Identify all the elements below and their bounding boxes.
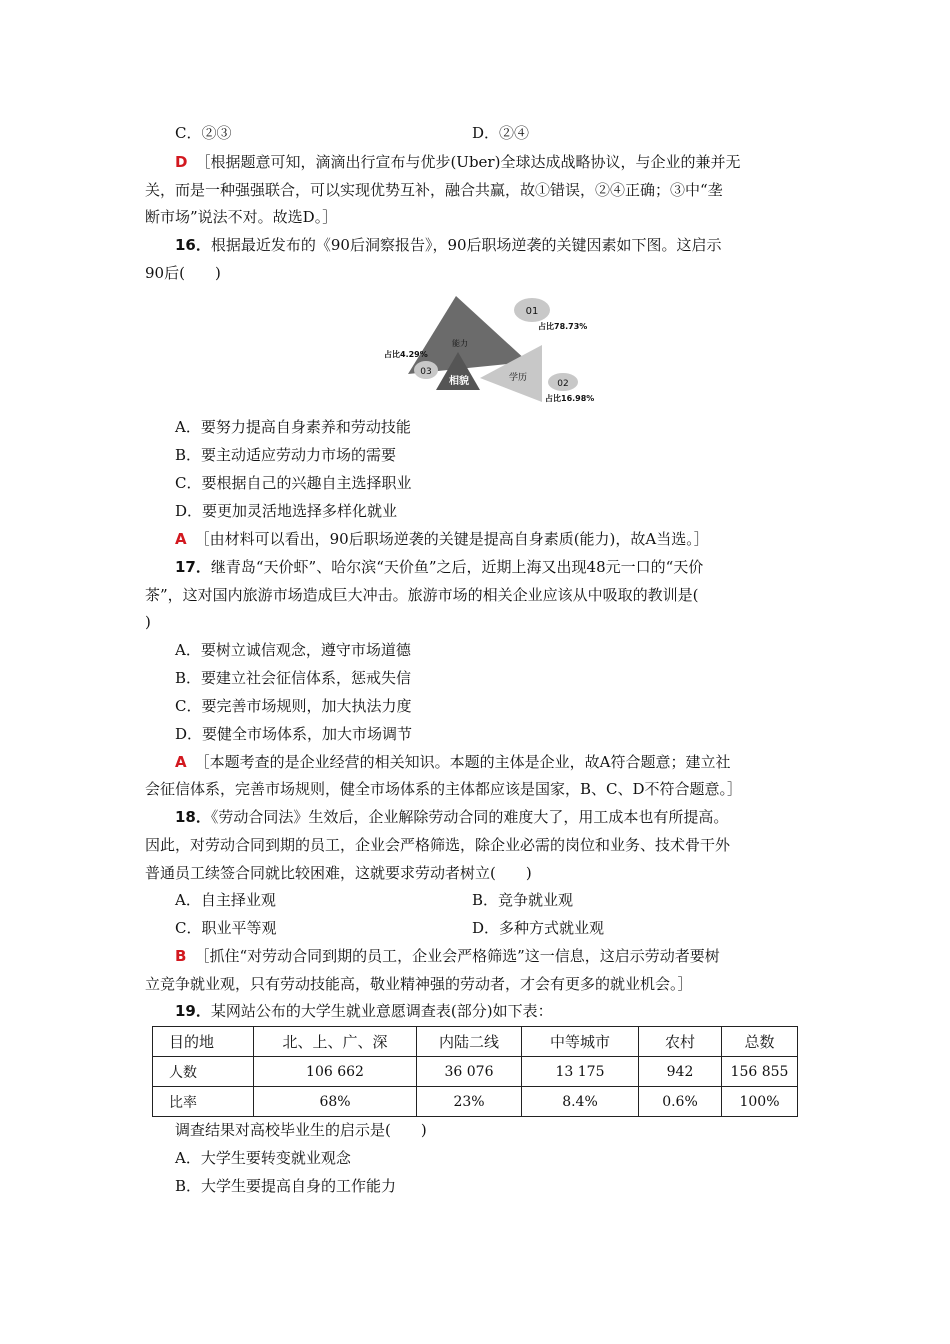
label-ability: 能力 [452,339,468,348]
question-number: 16． [175,236,211,254]
option-b: B．要建立社会征信体系，惩戒失信 [175,669,412,687]
table-cell: 中等城市 [522,1027,639,1057]
table-cell: 总数 [722,1027,798,1057]
table-row [153,1057,798,1087]
question-17-stem-line: 茶”，这对国内旅游市场造成巨大冲击。旅游市场的相关企业应该从中吸取的教训是( [145,586,699,604]
answer-line: 会征信体系，完善市场规则，健全市场体系的主体都应该是国家，B、C、D不符合题意。］ [145,780,743,798]
question-19-stem: 19．某网站公布的大学生就业意愿调查表(部分)如下表： [175,1002,553,1020]
question-17-stem-line: ) [145,613,151,631]
num-03: 03 [420,367,432,377]
table-header-row [153,1027,798,1057]
option-a: A．大学生要转变就业观念 [175,1149,351,1167]
label-education: 学历 [508,373,528,383]
factors-figure [380,290,595,410]
table-cell: 106 662 [254,1057,417,1087]
option-b: B．竞争就业观 [472,891,574,909]
table-cell: 内陆二线 [417,1027,522,1057]
question-number: 17． [175,558,211,576]
option-c: C．要根据自己的兴趣自主选择职业 [175,474,412,492]
survey-table [152,1026,798,1117]
question-17-stem: 17．继青岛“天价虾”、哈尔滨“天价鱼”之后，近期上海又出现48元一口的“天价 [175,558,704,576]
option-c: C．要完善市场规则，加大执法力度 [175,697,412,715]
option-d: D．要更加灵活地选择多样化就业 [175,502,398,520]
answer-letter: A [175,530,187,548]
table-cell: 8.4% [522,1087,639,1117]
num-01: 01 [525,306,539,317]
share-education: 占比16.98% [545,394,595,403]
answer-letter: D [175,153,188,171]
table-cell: 942 [639,1057,722,1087]
table-cell: 0.6% [639,1087,722,1117]
answer-letter: B [175,947,187,965]
num-02: 02 [557,379,569,389]
answer-line: 断市场”说法不对。故选D。］ [145,208,338,226]
table-cell: 36 076 [417,1057,522,1087]
option-d: D．②④ [472,124,530,142]
answer-line: D ［根据题意可知，滴滴出行宣布与优步(Uber)全球达成战略协议，与企业的兼并无 [175,153,741,171]
option-c: C．②③ [175,124,232,142]
question-16-stem: 16．根据最近发布的《90后洞察报告》，90后职场逆袭的关键因素如下图。这启示 [175,236,722,254]
share-ability: 占比78.73% [538,322,588,331]
option-b: B．要主动适应劳动力市场的需要 [175,446,397,464]
table-cell: 100% [722,1087,798,1117]
share-appearance: 占比4.29% [384,350,428,359]
answer-letter: A [175,753,187,771]
option-a: A．要努力提高自身素养和劳动技能 [175,418,411,436]
option-d: D．多种方式就业观 [472,919,605,937]
option-c: C．职业平等观 [175,919,277,937]
table-cell: 13 175 [522,1057,639,1087]
table-row [153,1087,798,1117]
table-cell: 68% [254,1087,417,1117]
table-cell: 人数 [153,1057,254,1087]
question-16-stem-line: 90后( ) [145,264,221,282]
answer-line: 关，而是一种强强联合，可以实现优势互补，融合共赢，故①错误，②④正确；③中“垄 [145,181,723,199]
question-19-prompt: 调查结果对高校毕业生的启示是( ) [175,1121,427,1139]
table-cell: 156 855 [722,1057,798,1087]
question-number: 19． [175,1002,211,1020]
question-number: 18． [175,808,211,826]
answer-line: A ［由材料可以看出，90后职场逆袭的关键是提高自身素质(能力)，故A当选。］ [175,530,709,548]
answer-line: A ［本题考查的是企业经营的相关知识。本题的主体是企业，故A符合题意；建立社 [175,753,731,771]
option-a: A．要树立诚信观念，遵守市场道德 [175,641,411,659]
option-a: A．自主择业观 [175,891,276,909]
table-cell: 北、上、广、深 [254,1027,417,1057]
table-cell: 23% [417,1087,522,1117]
answer-line: 立竞争就业观，只有劳动技能高，敬业精神强的劳动者，才会有更多的就业机会。］ [145,975,693,993]
pyramid-diagram [380,290,595,410]
table-cell: 比率 [153,1087,254,1117]
question-18-stem: 18．《劳动合同法》生效后，企业解除劳动合同的难度大了，用工成本也有所提高。 [175,808,729,826]
answer-line: B ［抓住“对劳动合同到期的员工，企业会严格筛选”这一信息，这启示劳动者要树 [175,947,720,965]
question-18-stem-line: 因此，对劳动合同到期的员工，企业会严格筛选，除企业必需的岗位和业务、技术骨干外 [145,836,731,854]
table-cell: 目的地 [153,1027,254,1057]
option-b: B．大学生要提高自身的工作能力 [175,1177,397,1195]
question-18-stem-line: 普通员工续签合同就比较困难，这就要求劳动者树立( ) [145,864,532,882]
table-cell: 农村 [639,1027,722,1057]
option-d: D．要健全市场体系，加大市场调节 [175,725,413,743]
label-appearance: 相貌 [449,376,469,387]
